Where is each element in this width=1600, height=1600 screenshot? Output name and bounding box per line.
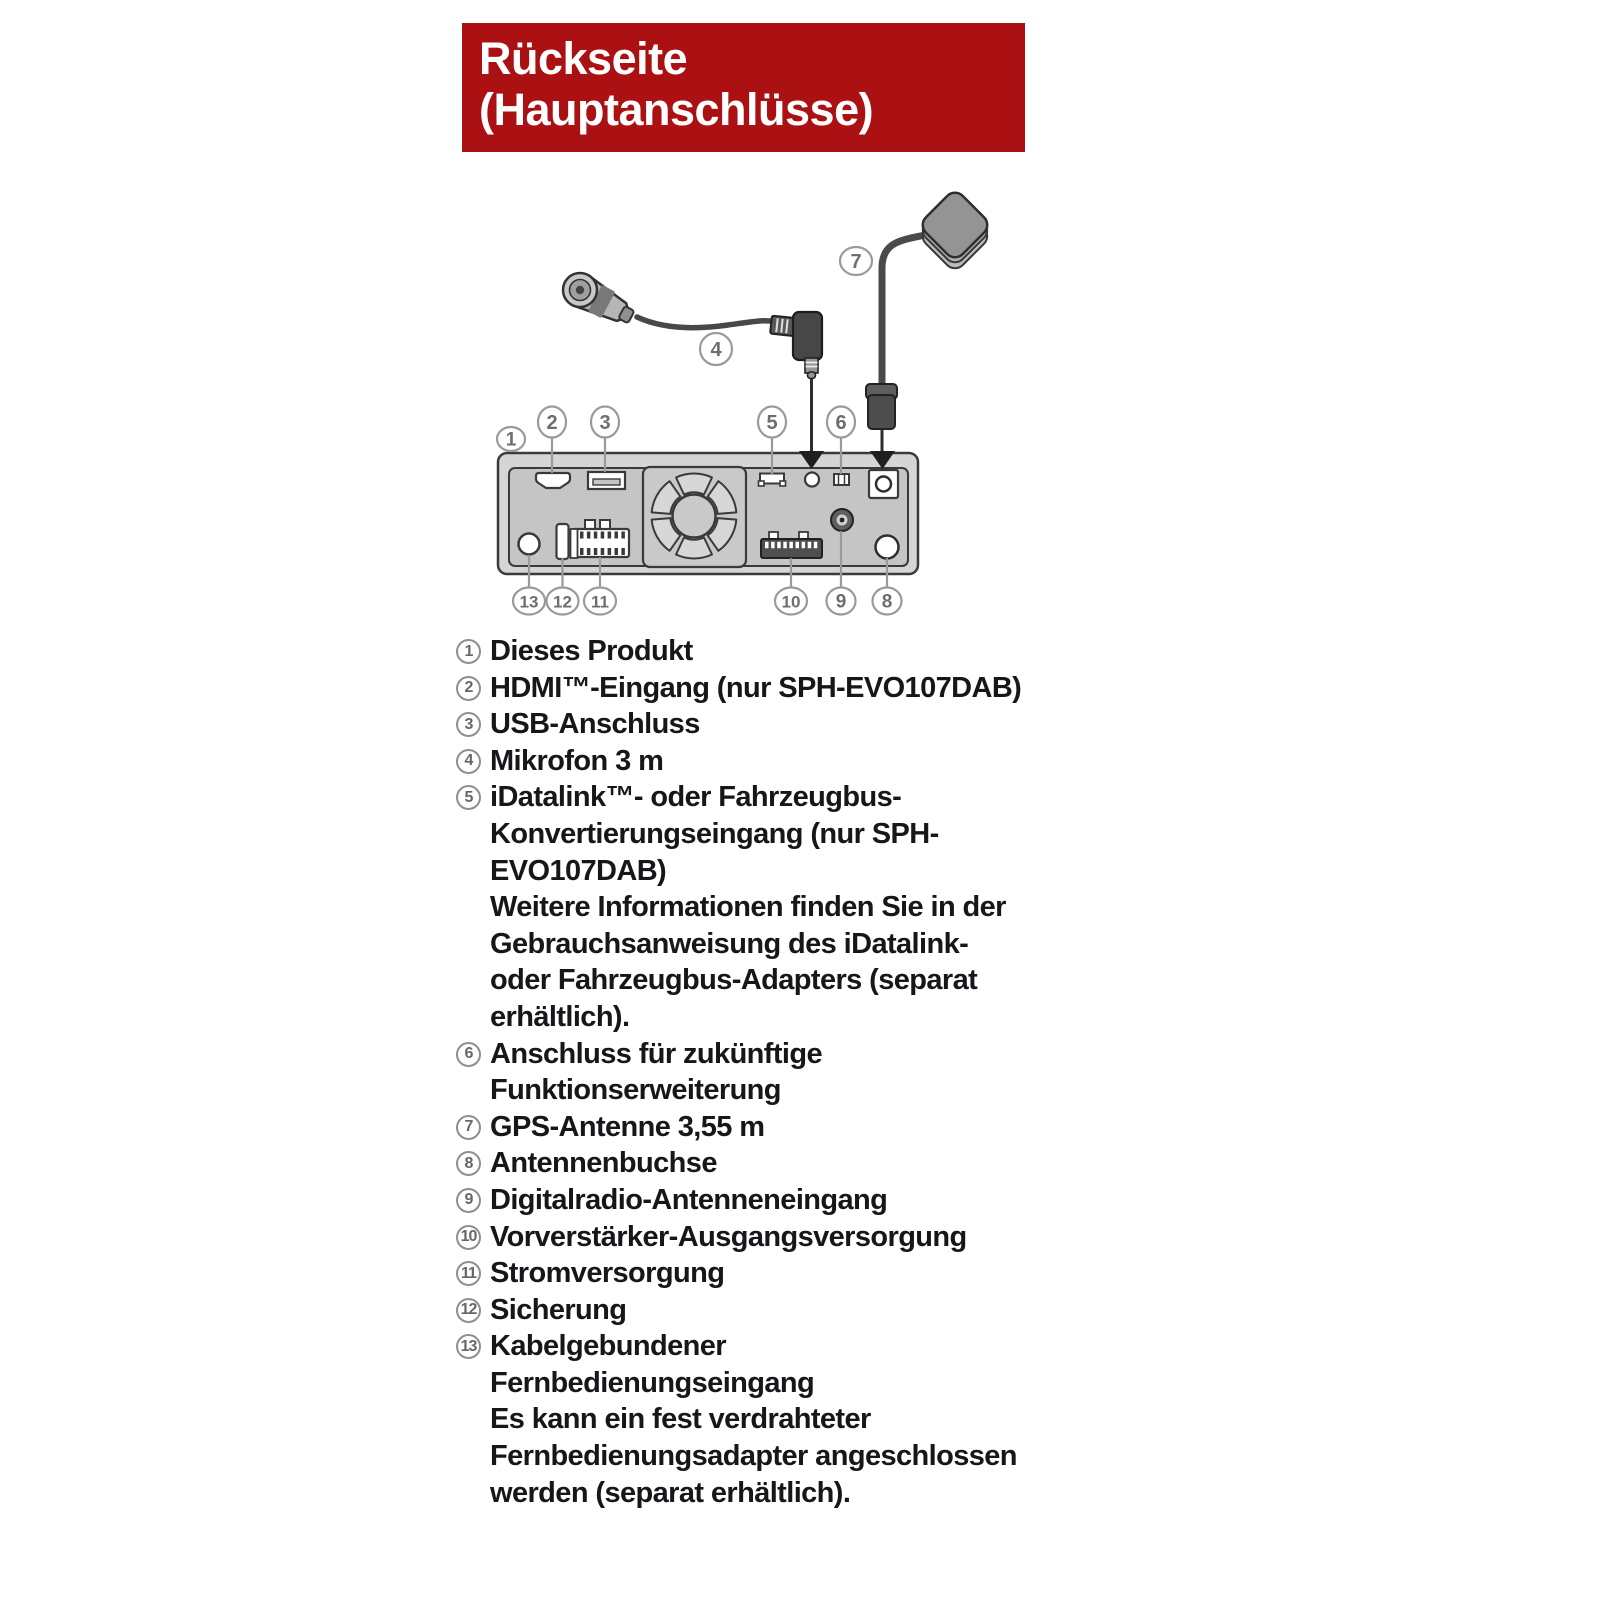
gps-antenna-icon bbox=[866, 188, 992, 469]
legend-item-text: Vorverstärker-Ausgangsversorgung bbox=[490, 1220, 967, 1253]
callout-6-number: 6 bbox=[835, 412, 847, 434]
callout-8-number: 8 bbox=[881, 591, 893, 613]
section-title-line2: (Hauptanschlüsse) bbox=[479, 84, 874, 135]
legend-item bbox=[456, 1328, 1076, 1511]
legend-item bbox=[456, 1109, 1076, 1146]
ferrite-bead-icon bbox=[866, 384, 897, 429]
hdmi-port bbox=[536, 473, 570, 488]
callout-1-number: 1 bbox=[505, 429, 517, 451]
callout-4-number: 4 bbox=[710, 339, 722, 361]
legend-item-text: GPS-Antenne 3,55 m bbox=[490, 1110, 765, 1143]
legend-item-text: Kabelgebundener Fernbedienungseingang Es kann ein fest verdrahteter Fernbedienungsadapter angeschlossen werden (separat erhältlich). bbox=[490, 1330, 1017, 1509]
legend-item-text: USB-Anschluss bbox=[490, 708, 700, 741]
legend-item-number: 12 bbox=[456, 1298, 481, 1323]
legend-item-number: 9 bbox=[456, 1188, 481, 1213]
rear-panel bbox=[498, 453, 918, 574]
mic-jack bbox=[805, 473, 819, 487]
legend-item bbox=[456, 1182, 1076, 1219]
legend-item-number: 2 bbox=[456, 676, 481, 701]
legend-item-number: 5 bbox=[456, 785, 481, 810]
legend-item-text: Digitalradio-Antenneneingang bbox=[490, 1183, 888, 1216]
legend-item-number: 6 bbox=[456, 1042, 481, 1067]
callout-3-number: 3 bbox=[599, 412, 611, 434]
callout-9-number: 9 bbox=[835, 591, 847, 613]
legend-item-text: Mikrofon 3 m bbox=[490, 744, 664, 777]
usb-port bbox=[588, 472, 625, 489]
legend-item-text: HDMI™-Eingang (nur SPH-EVO107DAB) bbox=[490, 671, 1022, 704]
cooling-fan-icon bbox=[643, 467, 746, 567]
legend-item-text: iDatalink™- oder Fahrzeugbus- Konvertierungseingang (nur SPH- EVO107DAB) Weitere Informationen finden Sie in der Gebrauchsanweisung des iDatalink- oder Fahrzeugbus-Adapters (separat erhältlich). bbox=[490, 781, 1006, 1033]
callout-7-number: 7 bbox=[850, 251, 862, 273]
legend-item-number: 4 bbox=[456, 749, 481, 774]
legend-item bbox=[456, 743, 1076, 780]
antenna-jack bbox=[876, 536, 899, 559]
callout-2-number: 2 bbox=[546, 412, 558, 434]
section-title-box bbox=[462, 23, 1025, 152]
idatalink-port bbox=[759, 474, 786, 487]
section-title-line1: Rückseite bbox=[479, 33, 688, 84]
legend-item-text: Anschluss für zukünftige Funktionserweiterung bbox=[490, 1037, 823, 1107]
legend-item bbox=[456, 706, 1076, 743]
legend bbox=[456, 633, 1076, 1511]
legend-item-text: Sicherung bbox=[490, 1293, 627, 1326]
legend-item bbox=[456, 779, 1076, 1035]
legend-item bbox=[456, 1255, 1076, 1292]
legend-item-number: 1 bbox=[456, 639, 481, 664]
legend-item-text: Stromversorgung bbox=[490, 1257, 725, 1290]
legend-item bbox=[456, 1036, 1076, 1109]
callout-11-number: 11 bbox=[591, 592, 609, 612]
callout-13-number: 13 bbox=[519, 592, 539, 612]
legend-item-number: 13 bbox=[456, 1334, 481, 1359]
remote-input-jack bbox=[519, 534, 540, 555]
microphone-icon bbox=[563, 273, 775, 332]
fuse bbox=[557, 524, 569, 559]
legend-item-number: 11 bbox=[456, 1261, 481, 1286]
gps-jack bbox=[869, 470, 898, 498]
callout-5-number: 5 bbox=[766, 412, 778, 434]
rear-panel-diagram bbox=[440, 170, 1060, 630]
legend-item-number: 3 bbox=[456, 712, 481, 737]
legend-item-text: Antennenbuchse bbox=[490, 1147, 717, 1180]
expansion-port bbox=[834, 474, 849, 485]
legend-item bbox=[456, 1219, 1076, 1256]
mini-jack-plug-icon bbox=[770, 312, 824, 469]
legend-item-number: 10 bbox=[456, 1225, 481, 1250]
legend-item bbox=[456, 1292, 1076, 1329]
dab-antenna-jack bbox=[831, 509, 853, 531]
legend-item-number: 7 bbox=[456, 1115, 481, 1140]
legend-item bbox=[456, 670, 1076, 707]
legend-item-text: Dieses Produkt bbox=[490, 635, 693, 667]
legend-item bbox=[456, 1145, 1076, 1182]
legend-item-number: 8 bbox=[456, 1151, 481, 1176]
legend-item bbox=[456, 633, 1076, 670]
callout-10-number: 10 bbox=[781, 592, 801, 612]
callout-12-number: 12 bbox=[553, 592, 572, 612]
